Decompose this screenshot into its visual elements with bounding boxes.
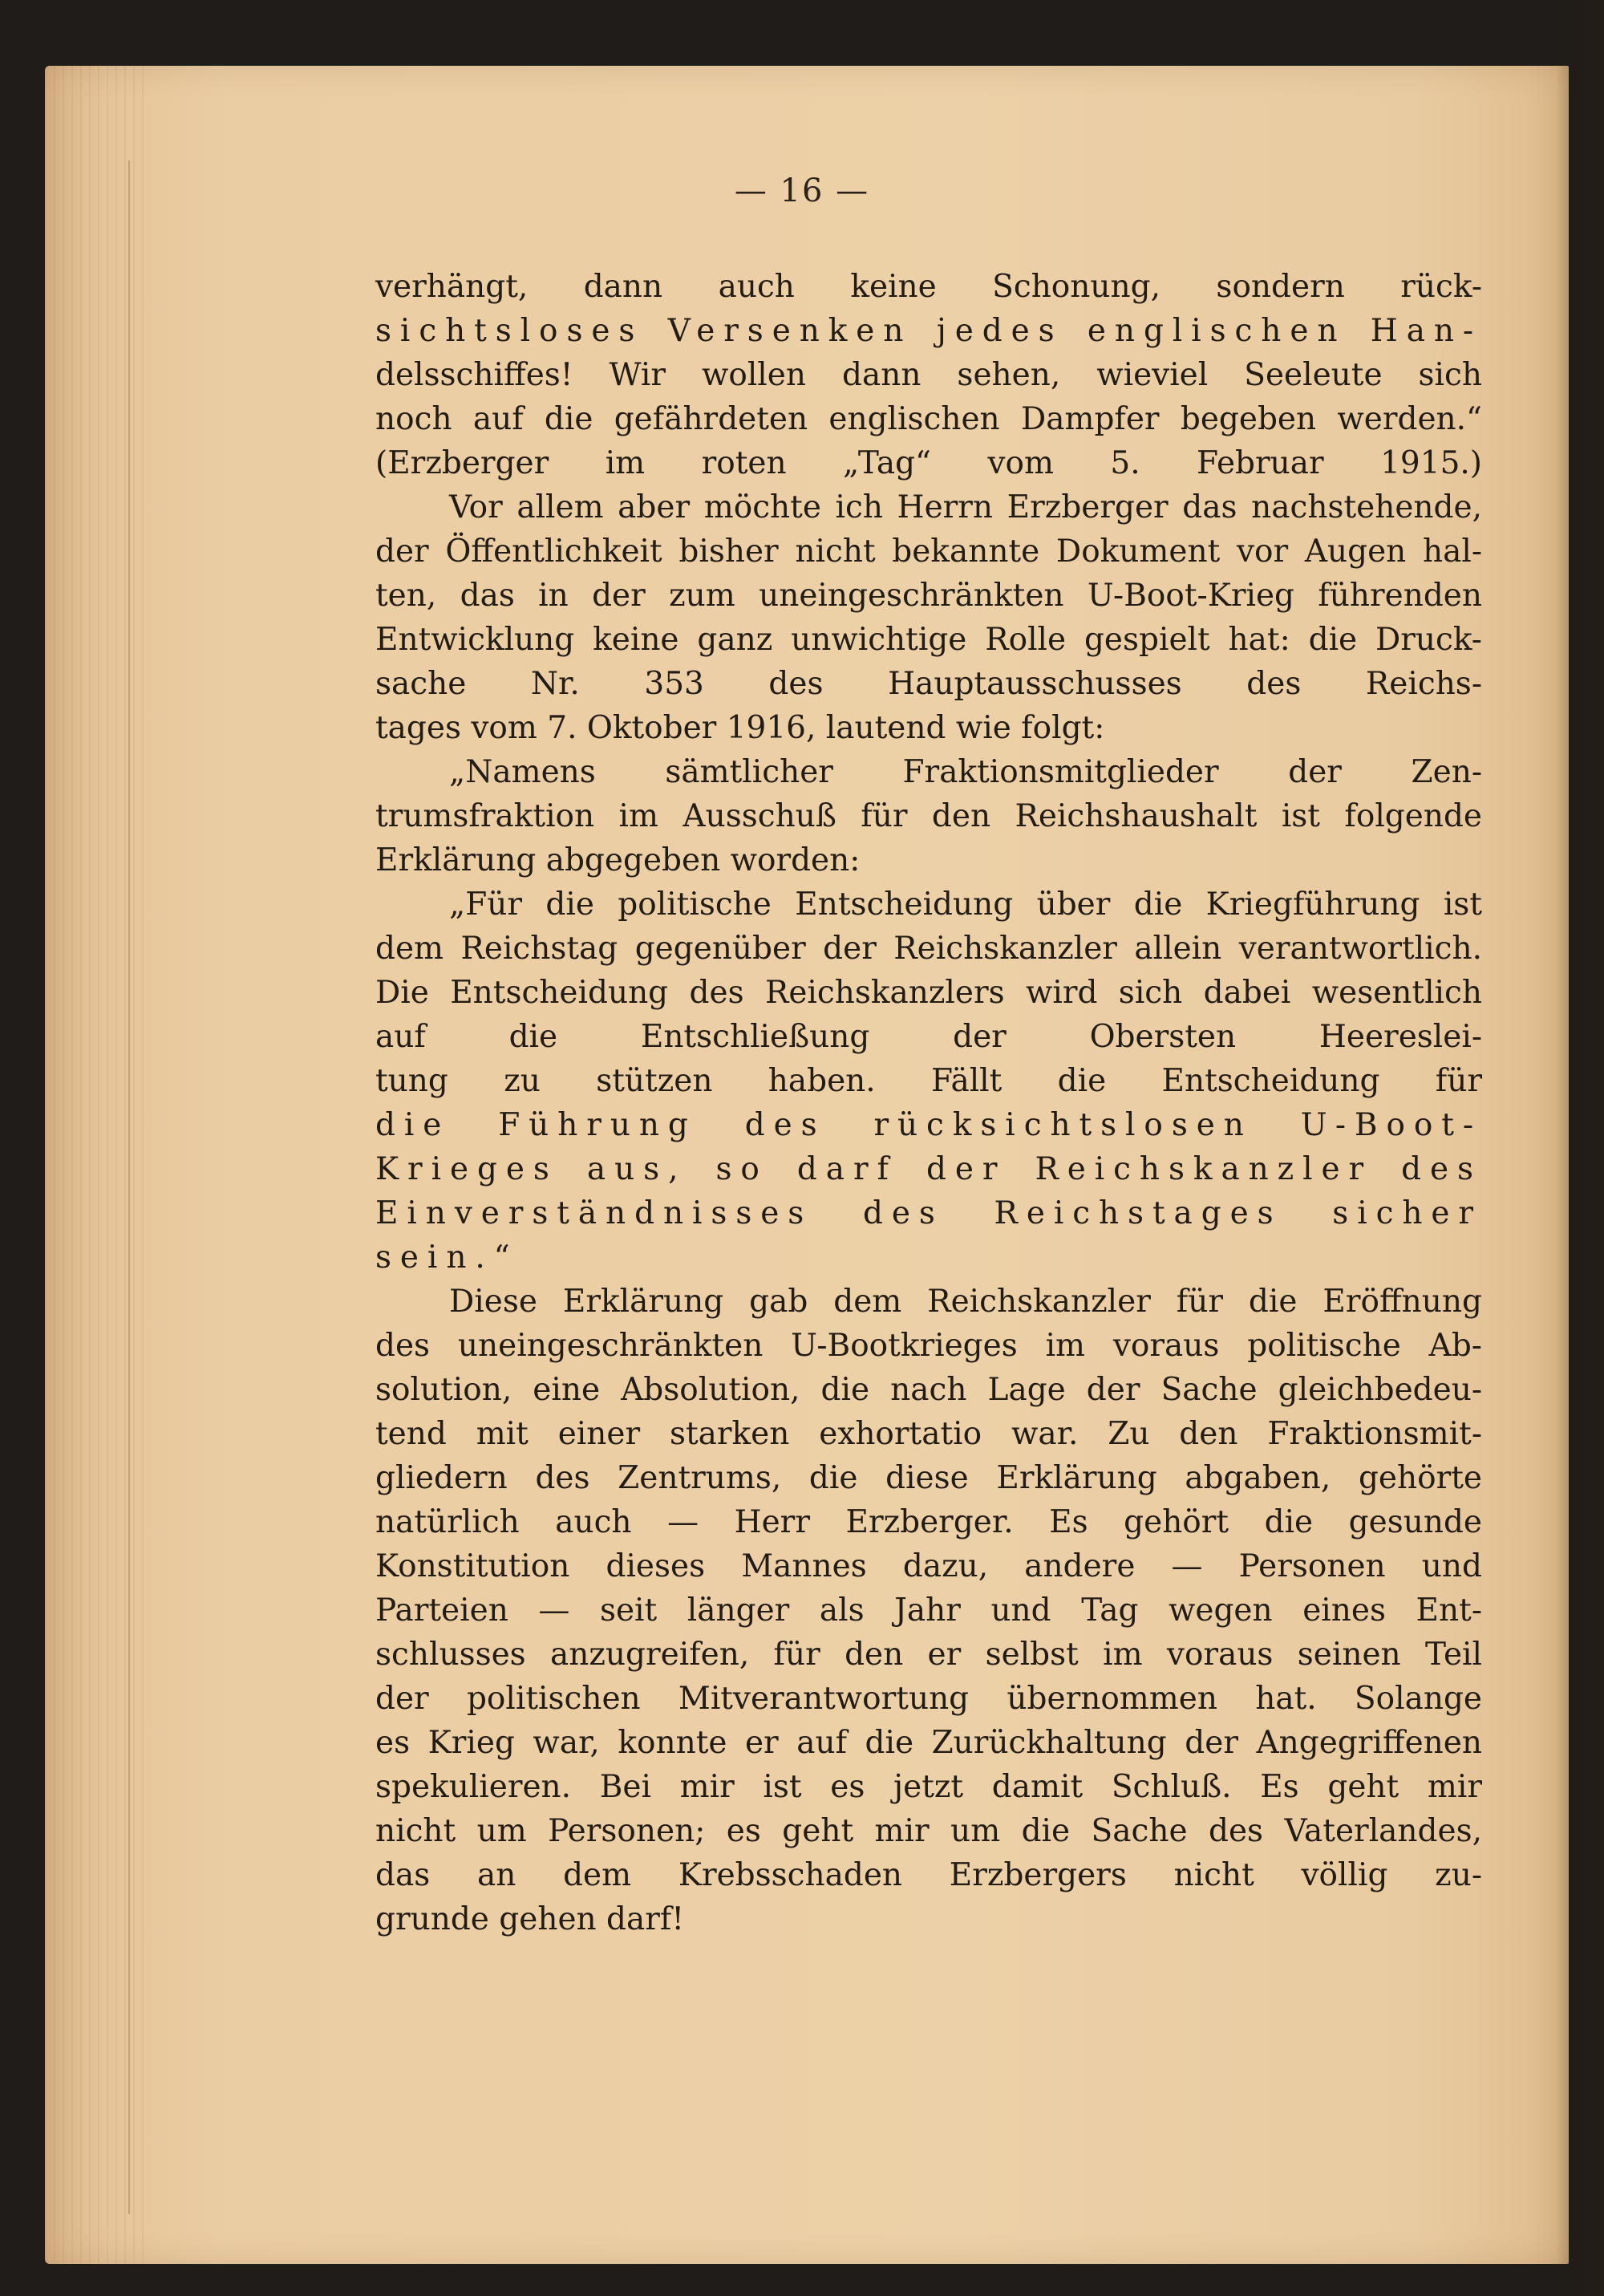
- text-line: sichtsloses Versenken jedes englischen Han-: [375, 313, 1482, 349]
- text-line: Vor allem aber möchte ich Herrn Erzberger das nachstehende,: [449, 489, 1482, 525]
- text-line: gliedern des Zentrums, die diese Erklärung abgaben, gehörte: [375, 1460, 1482, 1496]
- text-line: „Namens sämtlicher Fraktionsmitglieder der Zen-: [449, 754, 1482, 790]
- text-line: tend mit einer starken exhortatio war. Zu den Fraktionsmit-: [375, 1416, 1482, 1452]
- text-line: spekulieren. Bei mir ist es jetzt damit Schluß. Es geht mir: [375, 1769, 1482, 1805]
- text-line: tages vom 7. Oktober 1916, lautend wie folgt:: [375, 710, 1105, 746]
- text-line: „Für die politische Entscheidung über die Kriegführung ist: [449, 886, 1482, 923]
- text-line: das an dem Krebsschaden Erzbergers nicht völlig zu-: [375, 1857, 1482, 1893]
- text-line: die Führung des rücksichtslosen U-Boot-: [375, 1107, 1482, 1143]
- text-line: der politischen Mitverantwortung übernommen hat. Solange: [375, 1681, 1482, 1717]
- text-line: es Krieg war, konnte er auf die Zurückhaltung der Angegriffenen: [375, 1725, 1482, 1761]
- book-gutter: [45, 66, 149, 2264]
- text-line: trumsfraktion im Ausschuß für den Reichshaushalt ist folgende: [375, 798, 1482, 834]
- text-line: grunde gehen darf!: [375, 1901, 685, 1937]
- text-line: des uneingeschränkten U-Bootkrieges im voraus politische Ab-: [375, 1328, 1482, 1364]
- text-line: Erklärung abgegeben worden:: [375, 842, 861, 878]
- text-line: (Erzberger im roten „Tag“ vom 5. Februar 1915.): [375, 445, 1482, 481]
- text-line: sein.“: [375, 1239, 519, 1276]
- text-line: nicht um Personen; es geht mir um die Sache des Vaterlandes,: [375, 1813, 1482, 1849]
- text-line: verhängt, dann auch keine Schonung, sondern rück-: [375, 269, 1482, 305]
- binding-line: [128, 160, 130, 2214]
- text-line: Krieges aus, so darf der Reichskanzler des: [375, 1151, 1482, 1187]
- body-text: [375, 265, 1482, 1941]
- text-line: noch auf die gefährdeten englischen Dampfer begeben werden.“: [375, 401, 1482, 437]
- text-line: Die Entscheidung des Reichskanzlers wird sich dabei wesentlich: [375, 975, 1482, 1011]
- text-line: sache Nr. 353 des Hauptausschusses des Reichs-: [375, 666, 1482, 702]
- text-line: Diese Erklärung gab dem Reichskanzler für die Eröffnung: [449, 1284, 1482, 1320]
- text-line: ten, das in der zum uneingeschränkten U-Boot-Krieg führenden: [375, 578, 1482, 614]
- page-edge-shadow: [1556, 0, 1604, 2296]
- text-line: delsschiffes! Wir wollen dann sehen, wieviel Seeleute sich: [375, 357, 1482, 393]
- text-line: der Öffentlichkeit bisher nicht bekannte Dokument vor Augen hal-: [375, 533, 1482, 570]
- text-line: schlusses anzugreifen, für den er selbst im voraus seinen Teil: [375, 1637, 1482, 1673]
- text-line: natürlich auch — Herr Erzberger. Es gehört die gesunde: [375, 1504, 1482, 1540]
- text-line: dem Reichstag gegenüber der Reichskanzler allein verantwortlich.: [375, 931, 1482, 967]
- text-line: solution, eine Absolution, die nach Lage der Sache gleichbedeu-: [375, 1372, 1482, 1408]
- text-line: tung zu stützen haben. Fällt die Entscheidung für: [375, 1063, 1482, 1099]
- text-line: Entwicklung keine ganz unwichtige Rolle gespielt hat: die Druck-: [375, 622, 1482, 658]
- text-line: Parteien — seit länger als Jahr und Tag wegen eines Ent-: [375, 1592, 1482, 1629]
- text-line: Einverständnisses des Reichstages sicher: [375, 1195, 1482, 1231]
- text-line: auf die Entschließung der Obersten Heereslei-: [375, 1019, 1482, 1055]
- page-number: — 16 —: [734, 172, 870, 209]
- text-line: Konstitution dieses Mannes dazu, andere — Personen und: [375, 1548, 1482, 1584]
